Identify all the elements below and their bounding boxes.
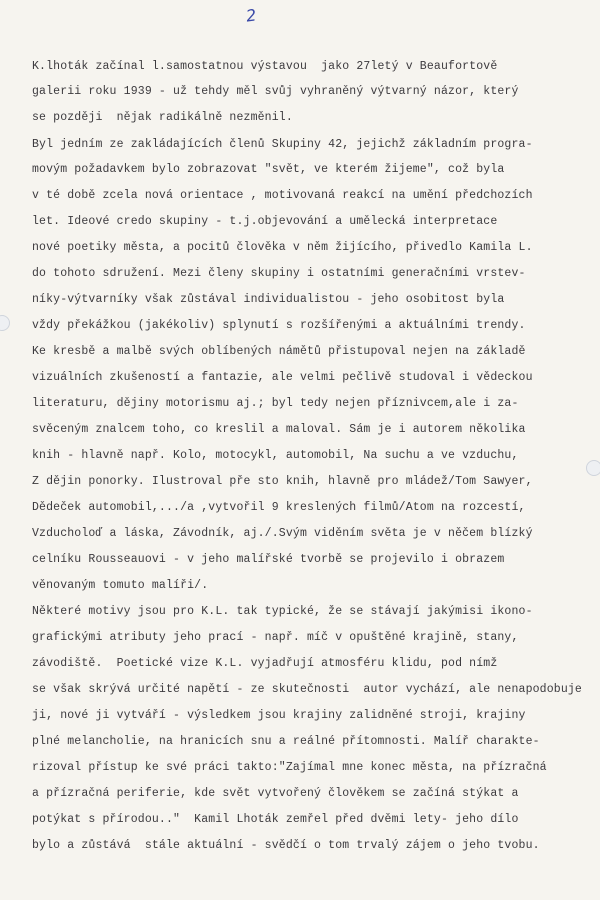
text-line: potýkat s přírodou.." Kamil Lhoták zemřel před dvěmi lety- jeho dílo bbox=[32, 813, 519, 826]
text-line: níky-výtvarníky však zůstával individualistou - jeho osobitost byla bbox=[32, 293, 505, 306]
text-line: se však skrývá určité napětí - ze skutečnosti autor vychází, ale nenapodobuje bbox=[32, 683, 582, 696]
text-line: galerii roku 1939 - už tehdy měl svůj vyhraněný výtvarný názor, který bbox=[32, 85, 519, 98]
text-line: Vzducholoď a láska, Závodník, aj./.Svým viděním světa je v něčem blízký bbox=[32, 527, 533, 540]
text-line: Byl jedním ze zakládajících členů Skupiny 42, jejichž základním progra- bbox=[32, 138, 533, 151]
text-line: plné melancholie, na hranicích snu a reálné přítomnosti. Malíř charakte- bbox=[32, 735, 540, 748]
text-line: věnovaným tomuto malíři/. bbox=[32, 579, 209, 592]
text-line: Ke kresbě a malbě svých oblíbených námětů přistupoval nejen na základě bbox=[32, 345, 526, 358]
text-line: a přízračná periferie, kde svět vytvořený člověkem se začíná stýkat a bbox=[32, 787, 519, 800]
text-line: Dědeček automobil,.../a ,vytvořil 9 kreslených filmů/Atom na rozcestí, bbox=[32, 501, 526, 514]
text-line: rizoval přístup ke své práci takto:"Zajímal mne konec města, na přízračná bbox=[32, 761, 547, 774]
text-line: se později nějak radikálně nezměnil. bbox=[32, 111, 293, 124]
text-line: do tohoto sdružení. Mezi členy skupiny i ostatními generačními vrstev- bbox=[32, 267, 526, 280]
text-line: Z dějin ponorky. Ilustroval pře sto knih, hlavně pro mládež/Tom Sawyer, bbox=[32, 475, 533, 488]
text-line: grafickými atributy jeho prací - např. míč v opuštěné krajině, stany, bbox=[32, 631, 519, 644]
text-line: nové poetiky města, a pocitů člověka v něm žijícího, přivedlo Kamila L. bbox=[32, 241, 533, 254]
text-line: svěceným znalcem toho, co kreslil a maloval. Sám je i autorem několika bbox=[32, 423, 526, 436]
text-line: bylo a zůstává stále aktuální - svědčí o tom trvalý zájem o jeho tvobu. bbox=[32, 839, 540, 852]
text-line: v té době zcela nová orientace , motivovaná reakcí na umění předchozích bbox=[32, 189, 533, 202]
text-line: ji, nové ji vytváří - výsledkem jsou krajiny zalidněné stroji, krajiny bbox=[32, 709, 526, 722]
page-number: 2 bbox=[244, 5, 258, 26]
punch-hole-bottom bbox=[586, 460, 600, 476]
text-line: závodiště. Poetické vize K.L. vyjadřují atmosféru klidu, pod nímž bbox=[32, 657, 498, 670]
text-line: literaturu, dějiny motorismu aj.; byl tedy nejen příznivcem,ale i za- bbox=[32, 397, 519, 410]
punch-hole-top bbox=[0, 315, 10, 331]
text-line: movým požadavkem bylo zobrazovat "svět, ve kterém žijeme", což byla bbox=[32, 163, 505, 176]
text-line: celníku Rousseauovi - v jeho malířské tvorbě se projevilo i obrazem bbox=[32, 553, 505, 566]
text-line: Některé motivy jsou pro K.L. tak typické, že se stávají jakýmisi ikono- bbox=[32, 605, 533, 618]
text-line: knih - hlavně např. Kolo, motocykl, automobil, Na suchu a ve vzduchu, bbox=[32, 449, 519, 462]
text-line: let. Ideové credo skupiny - t.j.objevování a umělecká interpretace bbox=[32, 215, 498, 228]
text-line: K.lhoták začínal l.samostatnou výstavou jako 27letý v Beaufortově bbox=[32, 60, 498, 73]
text-line: vždy překážkou (jakékoliv) splynutí s rozšířenými a aktuálními trendy. bbox=[32, 319, 526, 332]
text-line: vizuálních zkušeností a fantazie, ale velmi pečlivě studoval i vědeckou bbox=[32, 371, 533, 384]
